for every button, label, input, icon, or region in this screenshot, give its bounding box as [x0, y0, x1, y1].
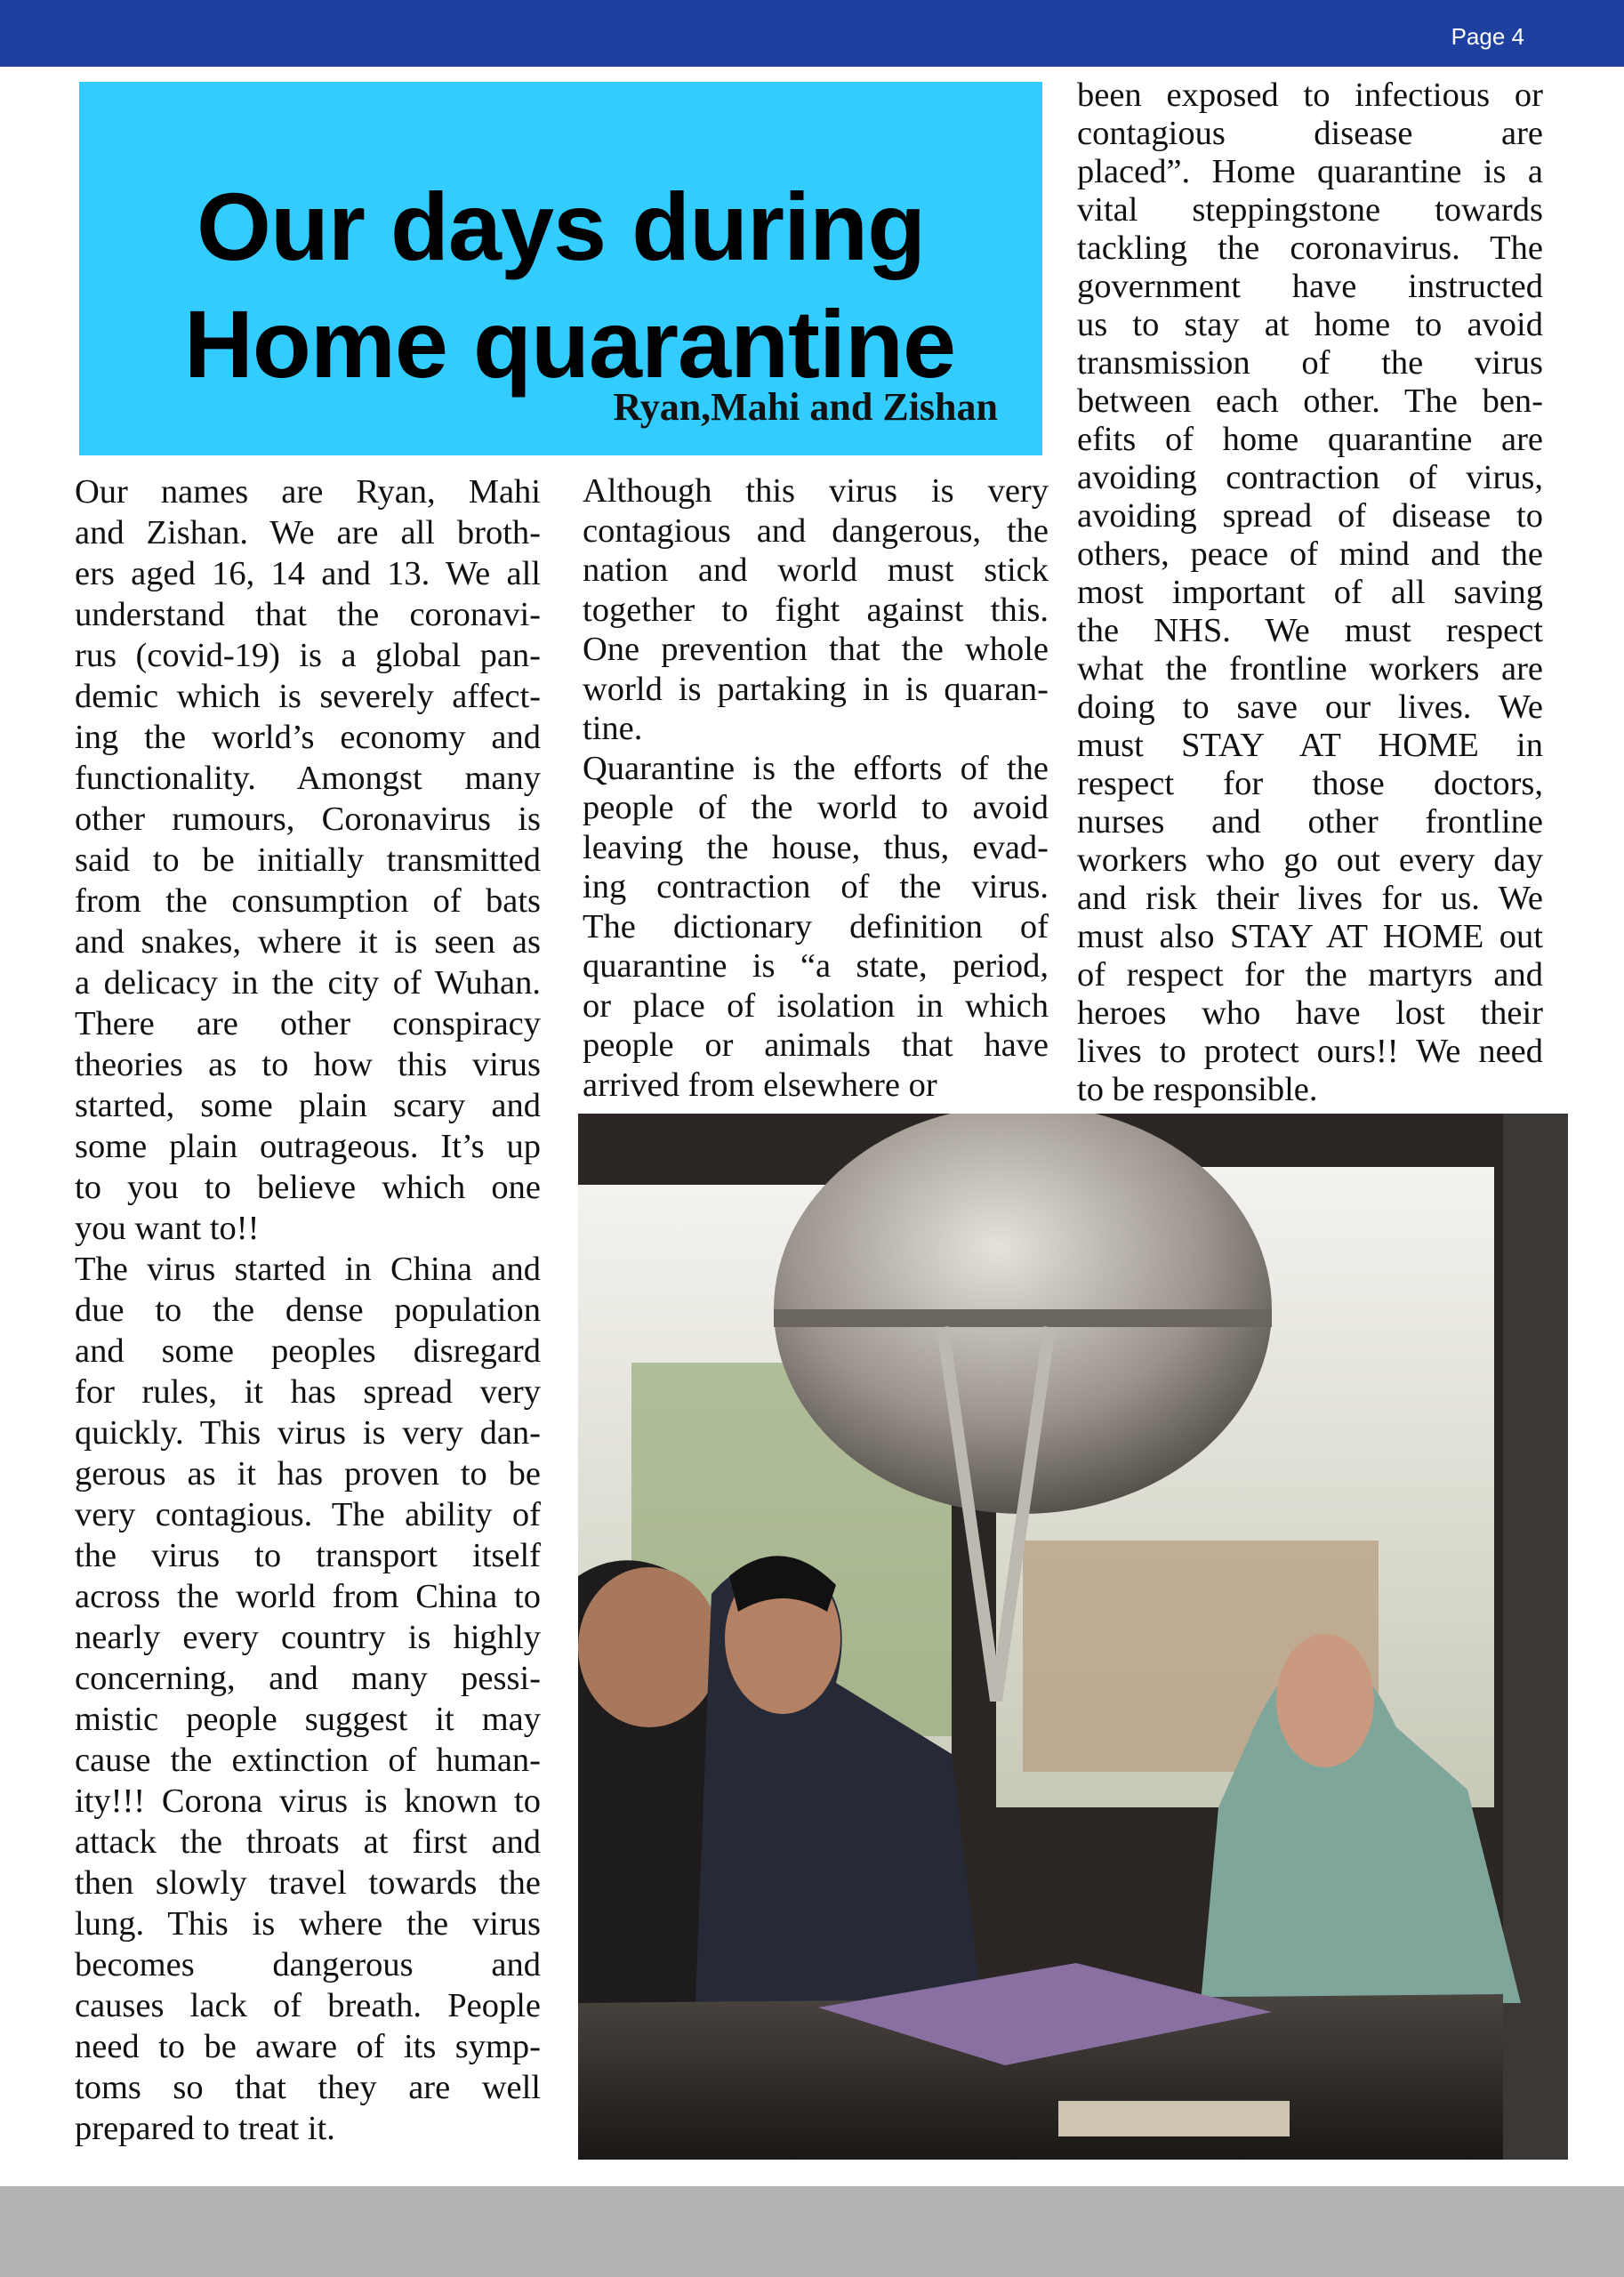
text-line: government have instructed [1077, 268, 1543, 305]
article-column-1 [75, 471, 541, 2149]
header-bar [0, 0, 1624, 67]
text-line: and snakes, where it is seen as [75, 923, 541, 961]
text-line: quarantine is “a state, period, [583, 947, 1049, 985]
text-line: nurses and other frontline [1077, 803, 1543, 841]
text-line: understand that the coronavi- [75, 596, 541, 633]
text-line: contagious disease are [1077, 115, 1543, 152]
text-line: avoiding spread of disease to [1077, 497, 1543, 535]
text-line: said to be initially transmitted [75, 841, 541, 879]
text-line: the NHS. We must respect [1077, 612, 1543, 649]
text-line: One prevention that the whole [583, 631, 1049, 668]
text-line: cause the extinction of human- [75, 1742, 541, 1779]
text-line: gerous as it has proven to be [75, 1455, 541, 1493]
text-line: to be responsible. [1077, 1071, 1318, 1108]
text-line: very contagious. The ability of [75, 1496, 541, 1533]
text-line: been exposed to infectious or [1077, 76, 1543, 114]
text-line: respect for those doctors, [1077, 765, 1543, 802]
text-line: attack the throats at first and [75, 1823, 541, 1861]
text-line: need to be aware of its symp- [75, 2028, 541, 2065]
text-line: for rules, it has spread very [75, 1373, 541, 1411]
text-line: across the world from China to [75, 1578, 541, 1615]
text-line: avoiding contraction of virus, [1077, 459, 1543, 496]
family-photo [578, 1114, 1568, 2160]
article-column-2 [583, 471, 1049, 1105]
byline: Ryan,Mahi and Zishan [613, 385, 998, 429]
text-line: tine. [583, 710, 643, 747]
text-line: nearly every country is highly [75, 1619, 541, 1656]
text-line: efits of home quarantine are [1077, 421, 1543, 458]
text-line: concerning, and many pessi- [75, 1660, 541, 1697]
text-line: most important of all saving [1077, 574, 1543, 611]
text-line: lung. This is where the virus [75, 1905, 541, 1943]
text-line: leaving the house, thus, evad- [583, 828, 1049, 866]
text-line: transmission of the virus [1077, 344, 1543, 382]
article-title-line-1: Our days during [196, 173, 926, 280]
text-line: world is partaking in is quaran- [583, 670, 1049, 708]
text-line: heroes who have lost their [1077, 994, 1543, 1032]
text-line: and Zishan. We are all broth- [75, 514, 541, 551]
text-line: workers who go out every day [1077, 841, 1543, 879]
text-line: Although this virus is very [583, 472, 1049, 510]
text-line: arrived from elsewhere or [583, 1066, 937, 1104]
text-line: people or animals that have [583, 1026, 1049, 1064]
text-line: other rumours, Coronavirus is [75, 801, 541, 838]
text-line: from the consumption of bats [75, 882, 541, 920]
text-line: tackling the coronavirus. The [1077, 229, 1543, 267]
text-line: the virus to transport itself [75, 1537, 541, 1574]
text-line: due to the dense population [75, 1291, 541, 1329]
text-line: then slowly travel towards the [75, 1864, 541, 1902]
text-line: demic which is severely affect- [75, 678, 541, 715]
text-line: becomes dangerous and [75, 1946, 541, 1983]
text-line: causes lack of breath. People [75, 1987, 541, 2024]
text-line: ers aged 16, 14 and 13. We all [75, 555, 541, 592]
text-line: ing the world’s economy and [75, 719, 541, 756]
text-line: contagious and dangerous, the [583, 511, 1049, 550]
text-line: placed”. Home quarantine is a [1077, 153, 1543, 190]
page-number: Page 4 [1451, 23, 1524, 50]
text-line: together to fight against this. [583, 591, 1049, 629]
text-line: Our names are Ryan, Mahi [75, 473, 541, 511]
text-line: you want to!! [75, 1210, 260, 1247]
text-line: The dictionary definition of [583, 907, 1049, 945]
title-box [79, 82, 1042, 455]
text-line: us to stay at home to avoid [1077, 306, 1543, 343]
text-line: must STAY AT HOME in [1077, 727, 1543, 764]
text-line: The virus started in China and [75, 1251, 541, 1288]
text-line: and risk their lives for us. We [1077, 880, 1543, 917]
text-line: or place of isolation in which [583, 986, 1049, 1025]
text-line: people of the world to avoid [583, 789, 1049, 826]
text-line: to you to believe which one [75, 1169, 541, 1206]
text-line: toms so that they are well [75, 2069, 541, 2106]
text-line: what the frontline workers are [1077, 650, 1543, 688]
text-line: rus (covid-19) is a global pan- [75, 637, 541, 674]
text-line: mistic people suggest it may [75, 1701, 541, 1738]
article-title-line-2: Home quarantine [183, 290, 956, 398]
text-line: started, some plain scary and [75, 1087, 541, 1124]
text-line: nation and world must stick [583, 551, 1049, 589]
article-column-3 [1077, 76, 1543, 1109]
text-line: There are other conspiracy [75, 1005, 541, 1042]
text-line: of respect for the martyrs and [1077, 956, 1543, 994]
text-line: a delicacy in the city of Wuhan. [75, 964, 541, 1002]
text-line: others, peace of mind and the [1077, 535, 1543, 573]
text-line: quickly. This virus is very dan- [75, 1414, 541, 1452]
text-line: must also STAY AT HOME out [1077, 918, 1543, 955]
text-line: some plain outrageous. It’s up [75, 1128, 541, 1165]
text-line: theories as to how this virus [75, 1046, 541, 1083]
text-line: doing to save our lives. We [1077, 688, 1543, 726]
text-line: lives to protect ours!! We need [1077, 1033, 1543, 1070]
footer-bar [0, 2186, 1624, 2277]
text-line: prepared to treat it. [75, 2110, 335, 2147]
text-line: vital steppingstone towards [1077, 191, 1543, 229]
text-line: and some peoples disregard [75, 1332, 541, 1370]
text-line: between each other. The ben- [1077, 382, 1543, 420]
text-line: functionality. Amongst many [75, 760, 541, 797]
text-line: ity!!! Corona virus is known to [75, 1782, 541, 1820]
text-line: Quarantine is the efforts of the [583, 749, 1049, 787]
text-line: ing contraction of the virus. [583, 868, 1049, 905]
